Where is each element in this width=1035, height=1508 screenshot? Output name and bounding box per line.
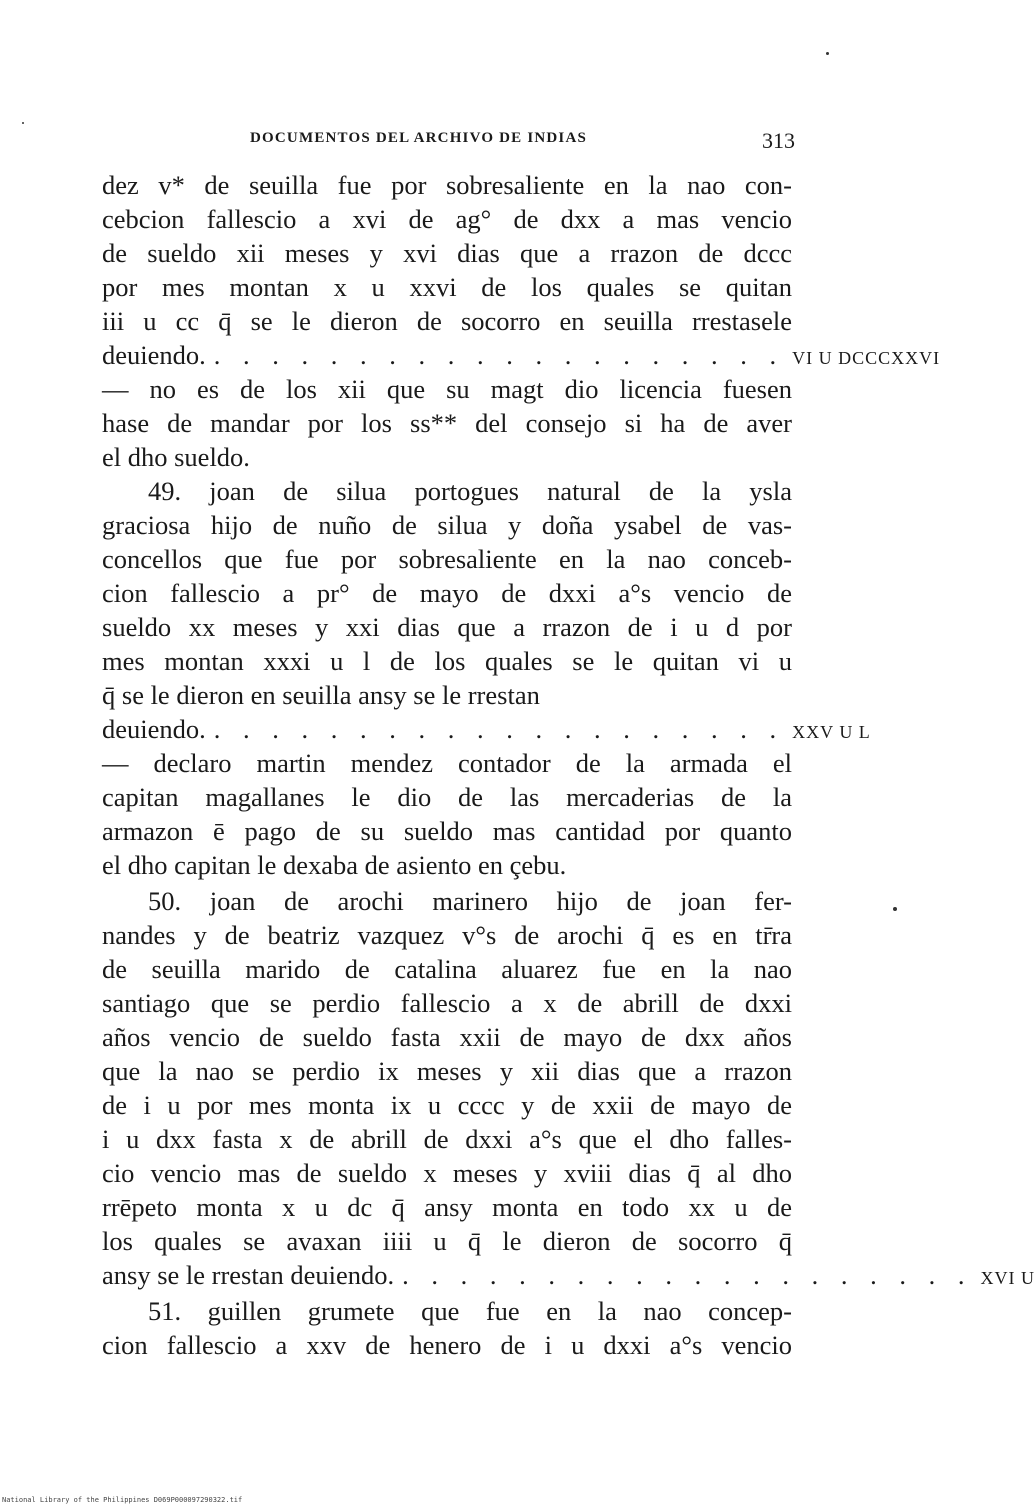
text-line: santiago que se perdio fallescio a x de abrill de dxxi <box>102 988 792 1018</box>
header-title: DOCUMENTOS DEL ARCHIVO DE INDIAS <box>250 130 588 146</box>
scan-speck <box>826 52 829 55</box>
scan-footer: National Library of the Philippines D069P000097290322.tif <box>2 1496 243 1504</box>
running-header <box>250 128 795 154</box>
scan-speck <box>22 122 24 124</box>
text-line: graciosa hijo de nuño de silua y doña ysabel de vas- <box>102 510 792 540</box>
text-line: años vencio de sueldo fasta xxii de mayo de dxx años <box>102 1022 792 1052</box>
entry-total-line <box>102 1258 1035 1292</box>
text-line: por mes montan x u xxvi de los quales se quitan <box>102 272 792 302</box>
text-line: de seuilla marido de catalina aluarez fue en la nao <box>102 954 792 984</box>
text-line: los quales se avaxan iiii u q̄ le dieron de socorro q̄ <box>102 1226 792 1256</box>
page-number: 313 <box>762 128 795 153</box>
text-line: deuiendo. <box>102 714 206 744</box>
text-line: concellos que fue por sobresaliente en la nao conceb- <box>102 544 792 574</box>
text-line: armazon ē pago de su sueldo mas cantidad por quanto <box>102 816 792 846</box>
text-line: sueldo xx meses y xxi dias que a rrazon de i u d por <box>102 612 792 642</box>
text-line: el dho capitan le dexaba de asiento en çebu. <box>102 850 567 880</box>
entry-total-line <box>102 338 941 372</box>
entry-total-line <box>102 712 871 746</box>
text-line: deuiendo. <box>102 340 206 370</box>
text-line: cion fallescio a pr° de mayo de dxxi a°s vencio de <box>102 578 792 608</box>
text-line: cio vencio mas de sueldo x meses y xviii dias q̄ al dho <box>102 1158 792 1188</box>
text-line: nandes y de beatriz vazquez v°s de arochi q̄ es en tr̄ra <box>102 920 792 950</box>
amount-value: VI U DCCCXXVI <box>792 348 941 368</box>
leader-dots: . . . . . . . . . . . . . . . . . . . . <box>402 1260 973 1290</box>
text-line: mes montan xxxi u l de los quales se le quitan vi u <box>102 646 792 676</box>
text-line: iii u cc q̄ se le dieron de socorro en seuilla rrestasele <box>102 306 792 336</box>
entry-49-start: 49. joan de silua portogues natural de la ysla <box>148 476 792 506</box>
scan-speck <box>893 907 897 911</box>
amount-value: XVI U <box>980 1268 1035 1288</box>
text-line: hase de mandar por los ss** del consejo si ha de aver <box>102 408 792 438</box>
text-line: i u dxx fasta x de abrill de dxxi a°s que el dho falles- <box>102 1124 792 1154</box>
leader-dots: . . . . . . . . . . . . . . . . . . . . <box>213 340 785 370</box>
text-line: que la nao se perdio ix meses y xii dias que a rrazon <box>102 1056 792 1086</box>
leader-dots: . . . . . . . . . . . . . . . . . . . . <box>213 714 785 744</box>
text-line: de i u por mes monta ix u cccc y de xxii de mayo de <box>102 1090 792 1120</box>
entry-51-start: 51. guillen grumete que fue en la nao concep- <box>148 1296 792 1326</box>
text-line: — declaro martin mendez contador de la armada el <box>102 748 792 778</box>
amount-value: XXV U L <box>792 722 871 742</box>
text-line: capitan magallanes le dio de las mercaderias de la <box>102 782 792 812</box>
text-line: cebcion fallescio a xvi de ag° de dxx a mas vencio <box>102 204 792 234</box>
text-line: cion fallescio a xxv de henero de i u dxxi a°s vencio <box>102 1330 792 1360</box>
text-line: — no es de los xii que su magt dio licencia fuesen <box>102 374 792 404</box>
text-line: rrēpeto monta x u dc q̄ ansy monta en todo xx u de <box>102 1192 792 1222</box>
text-line: el dho sueldo. <box>102 442 250 472</box>
text-line: dez v* de seuilla fue por sobresaliente en la nao con- <box>102 170 792 200</box>
text-line: ansy se le rrestan deuiendo. <box>102 1260 395 1290</box>
text-line: de sueldo xii meses y xvi dias que a rrazon de dccc <box>102 238 792 268</box>
entry-50-start: 50. joan de arochi marinero hijo de joan fer- <box>148 886 792 916</box>
text-line: q̄ se le dieron en seuilla ansy se le rrestan <box>102 680 540 710</box>
